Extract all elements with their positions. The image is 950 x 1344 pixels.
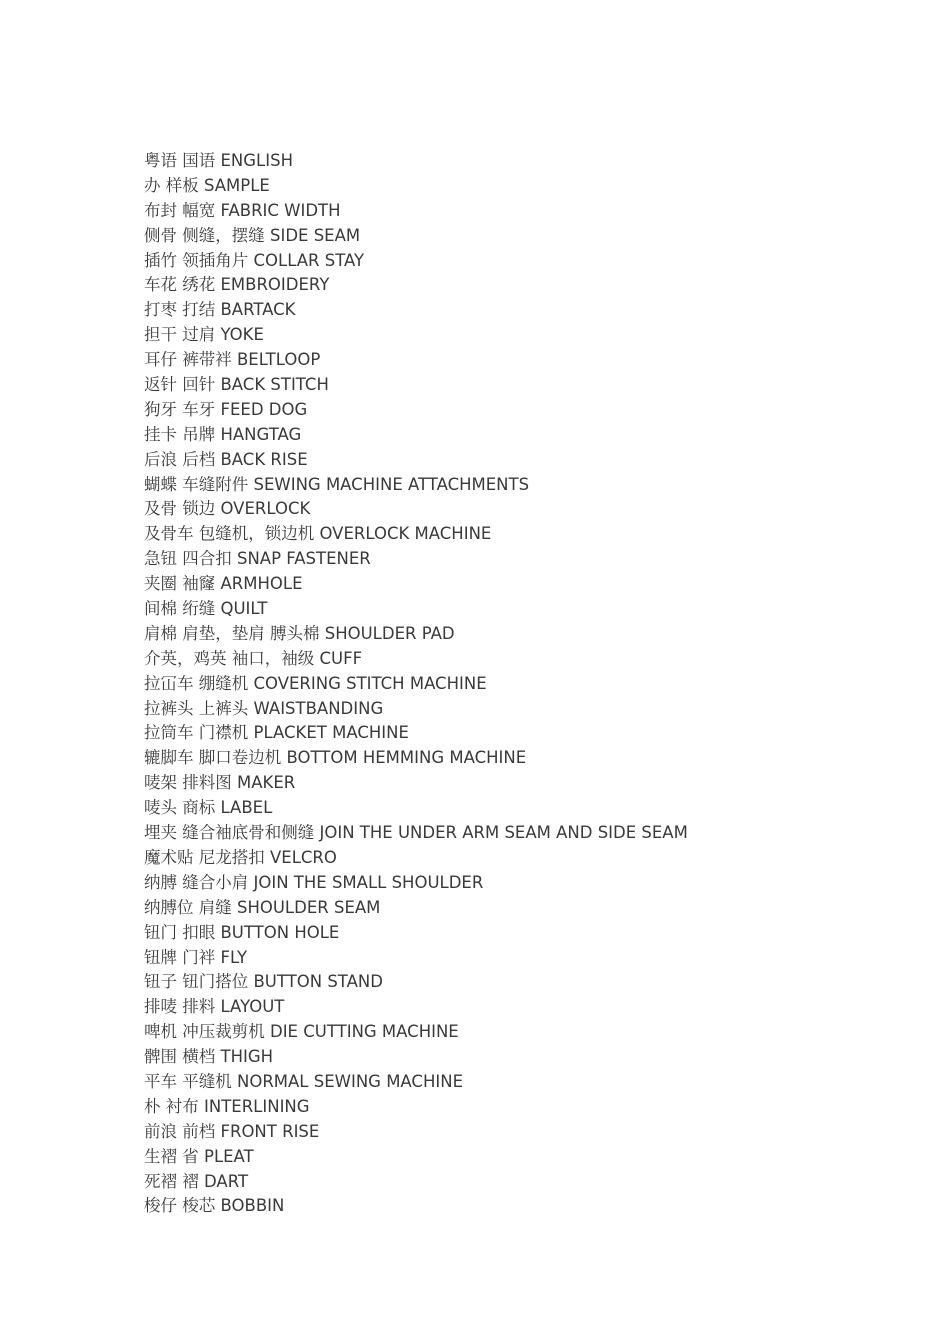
glossary-entry: 插竹 领插角片 COLLAR STAY bbox=[144, 250, 365, 270]
glossary-list bbox=[144, 149, 688, 1219]
glossary-entry: 钮门 扣眼 BUTTON HOLE bbox=[144, 922, 340, 942]
glossary-entry: 髀围 横档 THIGH bbox=[144, 1047, 274, 1067]
glossary-entry: 蝴蝶 车缝附件 SEWING MACHINE ATTACHMENTS bbox=[144, 474, 530, 494]
glossary-entry: 耳仔 裤带袢 BELTLOOP bbox=[144, 350, 321, 370]
glossary-entry: 前浪 前档 FRONT RISE bbox=[144, 1121, 320, 1141]
glossary-entry: 后浪 后档 BACK RISE bbox=[144, 449, 308, 469]
glossary-entry: 魔术贴 尼龙搭扣 VELCRO bbox=[144, 847, 337, 867]
glossary-entry: 纳膊位 肩缝 SHOULDER SEAM bbox=[144, 897, 381, 917]
glossary-entry: 拉筒车 门襟机 PLACKET MACHINE bbox=[144, 723, 409, 743]
glossary-entry: 唛架 排料图 MAKER bbox=[144, 773, 296, 793]
glossary-entry: 拉裤头 上裤头 WAISTBANDING bbox=[144, 698, 384, 718]
glossary-entry: 车花 绣花 EMBROIDERY bbox=[144, 275, 330, 295]
glossary-entry: 侧骨 侧缝，摆缝 SIDE SEAM bbox=[144, 225, 361, 245]
glossary-entry: 挂卡 吊牌 HANGTAG bbox=[144, 424, 302, 444]
glossary-entry: 纳膊 缝合小肩 JOIN THE SMALL SHOULDER bbox=[144, 872, 484, 892]
glossary-entry: 埋夹 缝合袖底骨和侧缝 JOIN THE UNDER ARM SEAM AND SIDE SEAM bbox=[144, 823, 688, 843]
glossary-entry: 啤机 冲压裁剪机 DIE CUTTING MACHINE bbox=[144, 1022, 459, 1042]
glossary-entry: 钮牌 门袢 FLY bbox=[144, 947, 248, 967]
glossary-entry: 及骨 锁边 OVERLOCK bbox=[144, 499, 311, 519]
glossary-header: 粤语 国语 ENGLISH bbox=[144, 151, 293, 170]
glossary-entry: 肩棉 肩垫，垫肩 膊头棉 SHOULDER PAD bbox=[144, 623, 455, 643]
glossary-entry: 排唛 排料 LAYOUT bbox=[144, 997, 285, 1017]
glossary-entry: 生褶 省 PLEAT bbox=[144, 1146, 254, 1166]
glossary-entry: 梭仔 梭芯 BOBBIN bbox=[144, 1196, 285, 1216]
glossary-entry: 担干 过肩 YOKE bbox=[144, 325, 264, 345]
glossary-entry: 返针 回针 BACK STITCH bbox=[144, 375, 329, 395]
glossary-entry: 急钮 四合扣 SNAP FASTENER bbox=[144, 549, 371, 569]
glossary-entry: 朴 衬布 INTERLINING bbox=[144, 1096, 310, 1116]
glossary-entry: 及骨车 包缝机，锁边机 OVERLOCK MACHINE bbox=[144, 524, 492, 544]
glossary-entry: 介英，鸡英 袖口，袖级 CUFF bbox=[144, 648, 363, 668]
glossary-entry: 布封 幅宽 FABRIC WIDTH bbox=[144, 200, 341, 220]
glossary-entry: 办 样板 SAMPLE bbox=[144, 175, 270, 195]
glossary-entry: 死褶 褶 DART bbox=[144, 1171, 249, 1191]
glossary-entry: 辘脚车 脚口卷边机 BOTTOM HEMMING MACHINE bbox=[144, 748, 527, 768]
glossary-entry: 拉冚车 绷缝机 COVERING STITCH MACHINE bbox=[144, 673, 487, 693]
glossary-entry: 唛头 商标 LABEL bbox=[144, 798, 273, 818]
glossary-entry: 间棉 绗缝 QUILT bbox=[144, 599, 268, 619]
glossary-entry: 平车 平缝机 NORMAL SEWING MACHINE bbox=[144, 1071, 463, 1091]
glossary-entry: 打枣 打结 BARTACK bbox=[144, 300, 296, 320]
glossary-entry: 钮子 钮门搭位 BUTTON STAND bbox=[144, 972, 383, 992]
glossary-entry: 夹圈 袖窿 ARMHOLE bbox=[144, 574, 303, 594]
glossary-entry: 狗牙 车牙 FEED DOG bbox=[144, 399, 308, 419]
